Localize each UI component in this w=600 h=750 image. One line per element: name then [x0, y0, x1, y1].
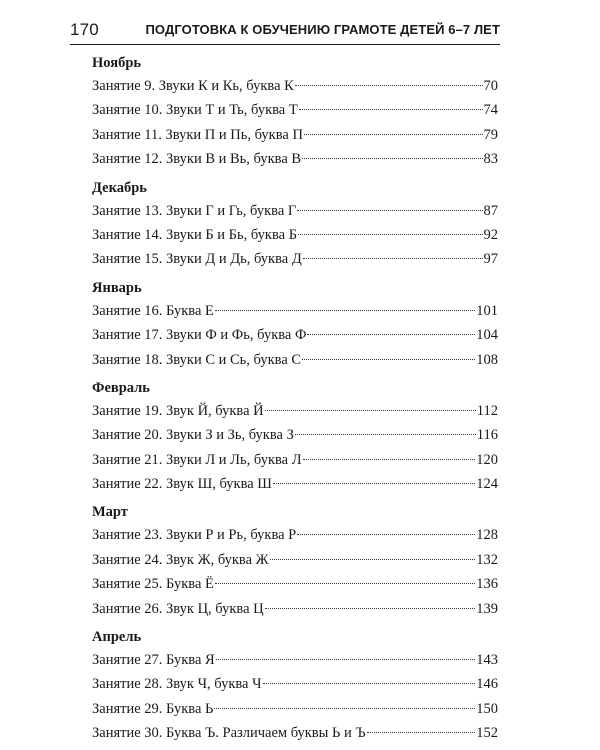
dot-leader — [295, 434, 476, 435]
toc-section — [92, 501, 498, 621]
toc-entry — [92, 672, 498, 696]
toc-entry — [92, 348, 498, 372]
toc-entry — [92, 597, 498, 621]
toc-entry — [92, 523, 498, 547]
toc-section — [92, 277, 498, 372]
entry-title: Занятие 9. Звуки К и Кь, буква К — [92, 78, 294, 94]
entry-page-number: 128 — [476, 527, 498, 544]
dot-leader — [302, 359, 475, 360]
toc-entry — [92, 423, 498, 447]
toc-section — [92, 177, 498, 272]
dot-leader — [215, 583, 475, 584]
entry-title: Занятие 15. Звуки Д и Дь, буква Д — [92, 251, 302, 268]
toc-entry — [92, 448, 498, 472]
entry-title: Занятие 18. Звуки С и Сь, буква С — [92, 351, 302, 368]
running-title: ПОДГОТОВКА К ОБУЧЕНИЮ ГРАМОТЕ ДЕТЕЙ 6–7 ЛЕТ — [145, 22, 500, 37]
entry-page-number: 132 — [476, 551, 498, 568]
dot-leader — [216, 659, 476, 660]
entry-title: Занятие 22. Звук Ш, буква Ш — [92, 476, 272, 493]
entry-title: Занятие 11. Звуки П и Пь, буква П — [92, 126, 303, 143]
entry-title: Занятие 27. Буква Я — [92, 652, 215, 669]
toc-entry — [92, 199, 498, 223]
dot-leader — [302, 158, 482, 159]
entry-page-number: 83 — [483, 151, 498, 168]
entry-page-number: 87 — [483, 202, 498, 219]
toc-entry — [92, 721, 498, 745]
dot-leader — [297, 534, 475, 535]
entry-title: Занятие 14. Звуки Б и Бь, буква Б — [92, 226, 298, 243]
toc-entry — [92, 323, 498, 347]
entry-page-number: 104 — [476, 327, 498, 344]
entry-title: Занятие 26. Звук Ц, буква Ц — [92, 600, 264, 617]
section-title: Ноябрь — [92, 55, 142, 71]
entry-title: Занятие 28. Звук Ч, буква Ч — [92, 676, 262, 693]
section-title: Декабрь — [92, 179, 147, 196]
entry-page-number: 143 — [476, 652, 498, 669]
dot-leader — [214, 708, 475, 709]
dot-leader — [215, 310, 475, 311]
dot-leader — [295, 85, 483, 86]
toc-entry — [92, 648, 498, 672]
entry-title: Занятие 23. Звуки Р и Рь, буква Р — [92, 527, 297, 544]
dot-leader — [270, 559, 476, 560]
entry-page-number: 112 — [476, 402, 498, 419]
entry-page-number: 97 — [483, 251, 498, 268]
entry-page-number: 150 — [476, 700, 498, 717]
dot-leader — [263, 683, 476, 684]
toc-section — [92, 377, 498, 497]
table-of-contents — [92, 52, 498, 746]
dot-leader — [367, 732, 476, 733]
entry-title: Занятие 29. Буква Ь — [92, 700, 214, 717]
toc-entry — [92, 147, 498, 171]
dot-leader — [307, 334, 475, 335]
dot-leader — [299, 109, 483, 110]
entry-title: Занятие 19. Звук Й, буква Й — [92, 402, 264, 419]
toc-entry — [92, 223, 498, 247]
dot-leader — [303, 258, 483, 259]
entry-title: Занятие 20. Звуки З и Зь, буква З — [92, 427, 294, 444]
toc-entry — [92, 399, 498, 423]
toc-entry — [92, 697, 498, 721]
entry-title: Занятие 30. Буква Ъ. Различаем буквы Ь и Ъ — [92, 725, 366, 742]
entry-title: Занятие 10. Звуки Т и Ть, буква Т — [92, 102, 298, 119]
entry-page-number: 146 — [476, 676, 498, 693]
toc-entry — [92, 74, 498, 98]
entry-page-number: 152 — [476, 725, 498, 742]
toc-section — [92, 52, 498, 172]
entry-page-number: 70 — [483, 78, 498, 94]
toc-entry — [92, 472, 498, 496]
entry-title: Занятие 12. Звуки В и Вь, буква В — [92, 151, 302, 168]
dot-leader — [265, 608, 476, 609]
section-title: Январь — [92, 279, 142, 296]
entry-page-number: 120 — [476, 451, 498, 468]
toc-entry — [92, 247, 498, 271]
toc-entry — [92, 548, 498, 572]
dot-leader — [273, 483, 475, 484]
entry-page-number: 139 — [476, 600, 498, 617]
entry-title: Занятие 13. Звуки Г и Гь, буква Г — [92, 202, 297, 219]
entry-page-number: 108 — [476, 351, 498, 368]
entry-title: Занятие 24. Звук Ж, буква Ж — [92, 551, 269, 568]
dot-leader — [298, 234, 482, 235]
page-number: 170 — [70, 20, 99, 39]
dot-leader — [265, 410, 476, 411]
entry-title: Занятие 25. Буква Ё — [92, 576, 214, 593]
section-title: Март — [92, 504, 128, 521]
entry-page-number: 92 — [483, 226, 498, 243]
toc-entry — [92, 98, 498, 122]
entry-title: Занятие 21. Звуки Л и Ль, буква Л — [92, 451, 302, 468]
dot-leader — [297, 210, 482, 211]
toc-section — [92, 626, 498, 746]
toc-entry — [92, 572, 498, 596]
entry-page-number: 124 — [476, 476, 498, 493]
toc-entry — [92, 123, 498, 147]
entry-page-number: 101 — [476, 302, 498, 319]
entry-page-number: 136 — [476, 576, 498, 593]
entry-title: Занятие 16. Буква Е — [92, 302, 214, 319]
entry-page-number: 116 — [476, 427, 498, 444]
section-title: Апрель — [92, 629, 142, 646]
page-header — [70, 18, 500, 45]
dot-leader — [303, 459, 476, 460]
entry-title: Занятие 17. Звуки Ф и Фь, буква Ф — [92, 327, 307, 344]
dot-leader — [304, 134, 483, 135]
entry-page-number: 79 — [483, 126, 498, 143]
section-title: Февраль — [92, 379, 150, 396]
toc-entry — [92, 299, 498, 323]
entry-page-number: 74 — [483, 102, 498, 119]
